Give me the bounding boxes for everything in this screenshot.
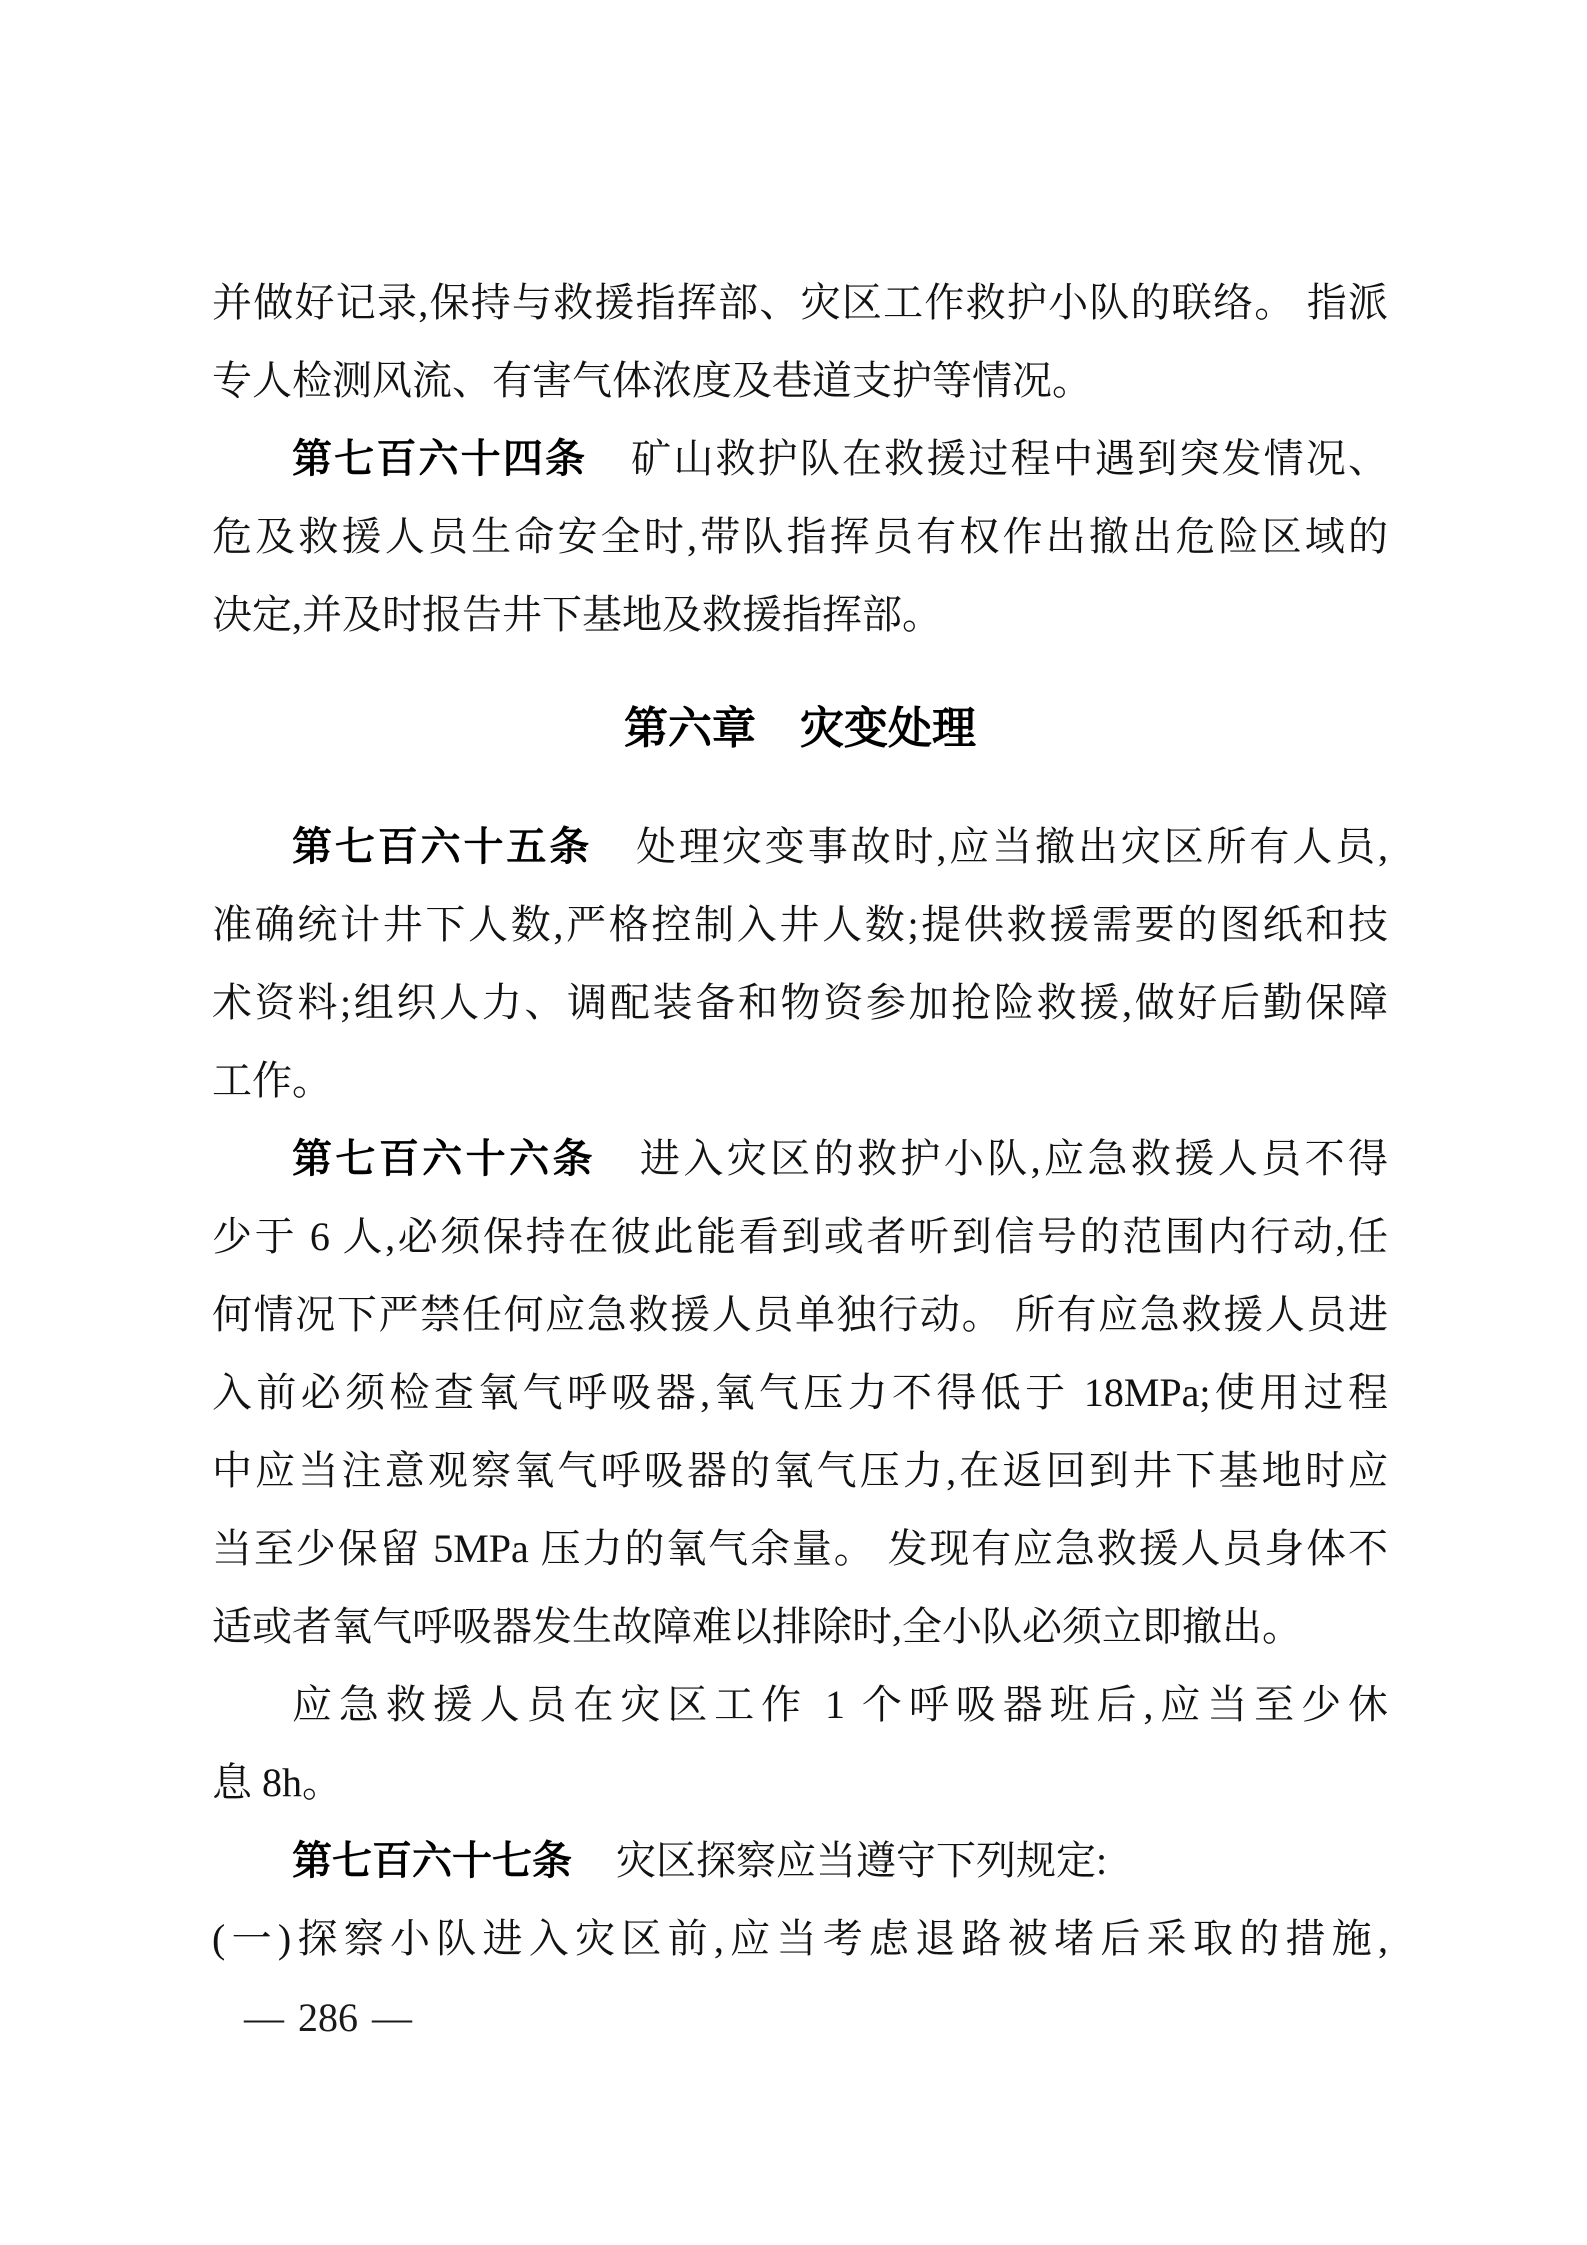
text-run: 应急救援人员在灾区工作 1 个呼吸器班后,应当至少休 xyxy=(292,1682,1388,1727)
text-line xyxy=(212,264,1388,342)
text-run: 何情况下严禁任何应急救援人员单独行动。 所有应急救援人员进 xyxy=(212,1292,1388,1337)
text-run: 准确统计井下人数,严格控制入井人数;提供救援需要的图纸和技 xyxy=(212,902,1388,947)
footer-dash-right: — xyxy=(372,1995,412,2040)
text-run: 息 8h。 xyxy=(212,1760,342,1805)
page-number: 286 xyxy=(298,1995,358,2040)
chapter-title: 灾变处理 xyxy=(800,704,976,753)
text-run: 进入灾区的救护小队,应急救援人员不得 xyxy=(639,1136,1389,1181)
paragraph xyxy=(212,808,1388,1120)
text-run: 矿山救护队在救援过程中遇到突发情况、 xyxy=(631,436,1389,481)
text-run: 适或者氧气呼吸器发生故障难以排除时,全小队必须立即撤出。 xyxy=(212,1604,1302,1649)
footer-dash-left: — xyxy=(244,1995,284,2040)
text-line xyxy=(212,1042,1388,1120)
paragraph xyxy=(212,1666,1388,1822)
page-footer xyxy=(244,1988,412,2048)
text-run: 危及救援人员生命安全时,带队指挥员有权作出撤出危险区域的 xyxy=(212,514,1388,559)
text-line xyxy=(212,886,1388,964)
text-line xyxy=(212,576,1388,654)
text-line xyxy=(212,964,1388,1042)
text-run: 工作。 xyxy=(212,1058,332,1103)
text-run: 决定,并及时报告井下基地及救援指挥部。 xyxy=(212,592,942,637)
text-line xyxy=(212,1666,1388,1744)
text-line xyxy=(212,1432,1388,1510)
paragraph xyxy=(212,264,1388,420)
text-run: 术资料;组织人力、调配装备和物资参加抢险救援,做好后勤保障 xyxy=(212,980,1388,1025)
text-line xyxy=(212,808,1388,886)
article-number: 第七百六十四条 xyxy=(292,437,588,481)
text-line xyxy=(212,1120,1388,1198)
text-line xyxy=(212,1198,1388,1276)
text-run: 入前必须检查氧气呼吸器,氧气压力不得低于 18MPa;使用过程 xyxy=(212,1370,1388,1415)
text-run: 专人检测风流、有害气体浓度及巷道支护等情况。 xyxy=(212,358,1092,403)
text-run: (一)探察小队进入灾区前,应当考虑退路被堵后采取的措施, xyxy=(212,1916,1388,1961)
text-line xyxy=(212,342,1388,420)
article-number: 第七百六十五条 xyxy=(292,825,593,869)
paragraph xyxy=(212,1822,1388,1900)
text-line xyxy=(212,1900,1388,1978)
document-content xyxy=(212,264,1388,1978)
text-run: 中应当注意观察氧气呼吸器的氧气压力,在返回到井下基地时应 xyxy=(212,1448,1388,1493)
text-run: 当至少保留 5MPa 压力的氧气余量。 发现有应急救援人员身体不 xyxy=(212,1526,1388,1571)
text-run: 少于 6 人,必须保持在彼此能看到或者听到信号的范围内行动,任 xyxy=(212,1214,1388,1259)
text-line xyxy=(212,1510,1388,1588)
text-line xyxy=(212,1822,1388,1900)
text-line xyxy=(212,420,1388,498)
text-line xyxy=(212,498,1388,576)
chapter-heading xyxy=(212,690,1388,768)
text-line xyxy=(212,1588,1388,1666)
paragraph xyxy=(212,420,1388,654)
paragraph xyxy=(212,1120,1388,1666)
text-line xyxy=(212,1276,1388,1354)
text-line xyxy=(212,1744,1388,1822)
paragraph xyxy=(212,1900,1388,1978)
chapter-number: 第六章 xyxy=(624,704,756,753)
text-run: 并做好记录,保持与救援指挥部、灾区工作救护小队的联络。 指派 xyxy=(212,280,1388,325)
article-number: 第七百六十七条 xyxy=(292,1839,572,1883)
text-line xyxy=(212,1354,1388,1432)
article-number: 第七百六十六条 xyxy=(292,1137,596,1181)
text-run: 处理灾变事故时,应当撤出灾区所有人员, xyxy=(636,824,1389,869)
text-run: 灾区探察应当遵守下列规定: xyxy=(616,1838,1108,1883)
